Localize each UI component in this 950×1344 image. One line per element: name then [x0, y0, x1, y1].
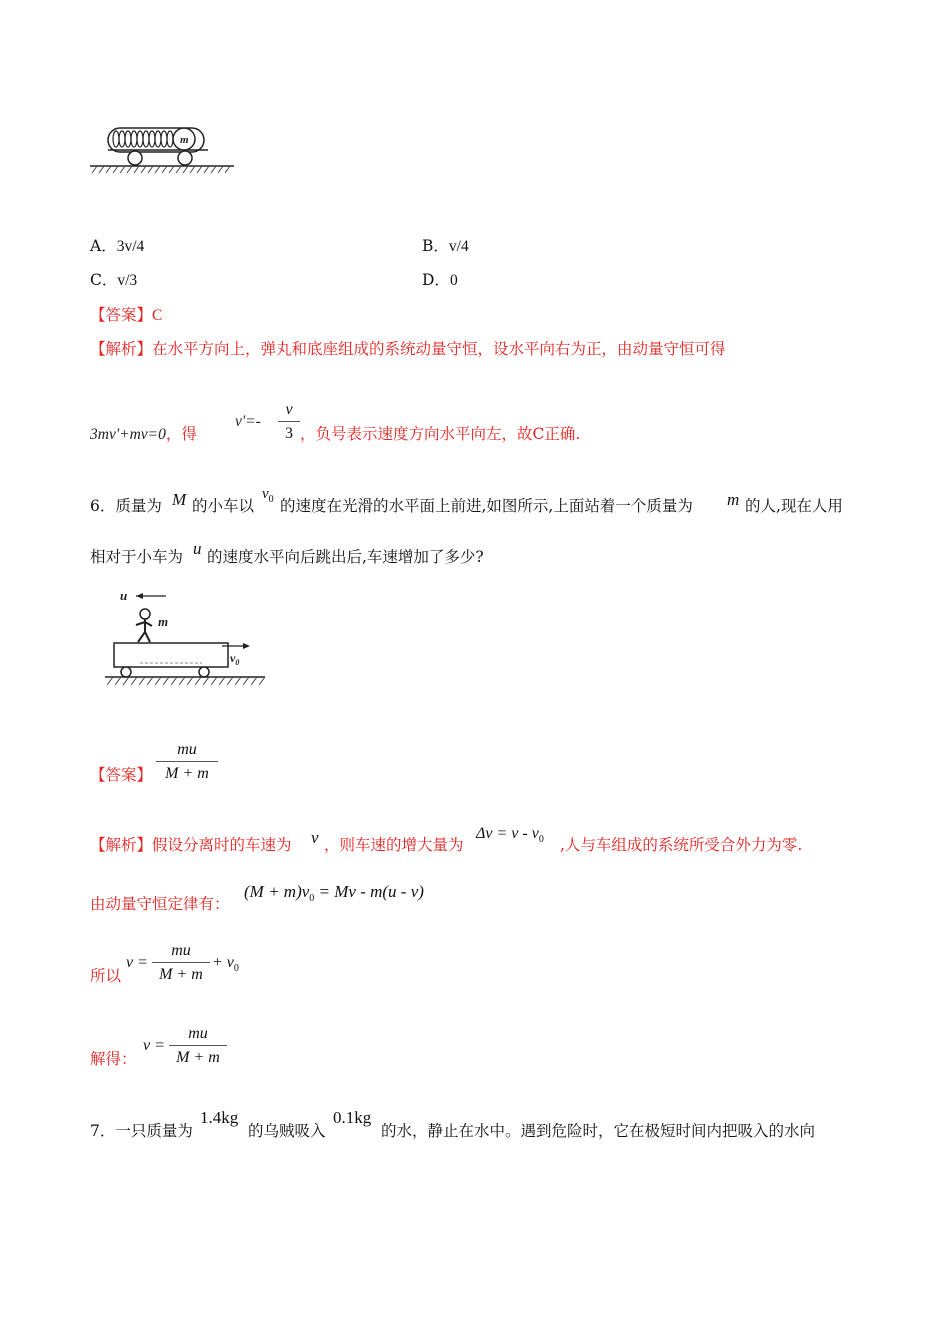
cart-wheel-left: [121, 667, 131, 677]
q6-line2-a: 相对于小车为: [90, 548, 184, 566]
q5-answer-value: C: [152, 307, 163, 324]
q6-therefore-tail-main: + v: [212, 954, 234, 971]
q6-momentum-eq-sub: 0: [309, 893, 315, 904]
person-head: [140, 609, 150, 619]
option-a: [90, 236, 144, 257]
q6-sym-u: u: [193, 539, 202, 558]
q6-solve-fraction: [169, 1025, 227, 1067]
ball-mass-label: m: [180, 134, 189, 146]
option-d: [422, 270, 458, 291]
q6-analysis-delta-sub: 0: [538, 834, 544, 845]
q6-momentum-eq-a: (M + m)v: [244, 882, 310, 901]
q7-mass1: 1.4kg: [200, 1108, 239, 1127]
wheel-right: [178, 151, 192, 165]
q6-line1-a: 6．质量为: [90, 497, 162, 515]
q6-line2-b: 的速度水平向后跳出后,车速增加了多少?: [207, 548, 484, 566]
q6-answer-num: mu: [156, 741, 218, 762]
q6-solve-label: 解得：: [90, 1050, 137, 1068]
q6-therefore-den: M + m: [159, 966, 203, 983]
cart-wheel-right: [199, 667, 209, 677]
person-body: [136, 619, 152, 642]
q6-analysis-tag: 【解析】: [90, 836, 153, 854]
option-c-letter: C．: [90, 271, 118, 289]
q6-analysis-delta: [476, 825, 544, 843]
velocity-v0-label: [230, 651, 239, 667]
q6-momentum-label: 由动量守恒定律有：: [90, 895, 230, 913]
q6-line1-c: 的速度在光滑的水平面上前进,如图所示,上面站着一个质量为: [280, 497, 693, 515]
q6-sym-v0-main: v: [262, 486, 269, 502]
q5-answer: [90, 305, 162, 326]
q6-analysis-delta-main: Δv = v - v: [476, 825, 539, 842]
option-b-letter: B．: [422, 237, 449, 255]
q6-analysis-b: ，则车速的增大量为: [324, 836, 464, 854]
q6-answer-tag: 【答案】: [90, 766, 153, 784]
q6-momentum-eq-b: = Mv - m(u - v): [314, 882, 424, 901]
q5-eq-lhs: 3mv'+mv=0: [90, 426, 166, 443]
q5-analysis-tag: 【解析】: [90, 340, 153, 358]
person-cart-figure: [102, 586, 268, 692]
q5-eq-v-prime: v'=-: [235, 413, 261, 430]
option-d-letter: D．: [422, 271, 450, 289]
option-b-text: v/4: [448, 238, 469, 255]
option-a-text: 3v/4: [116, 238, 145, 255]
option-c: [90, 270, 137, 291]
option-a-letter: A．: [90, 237, 117, 255]
q6-answer-fraction: [156, 741, 218, 783]
q7-mass2: 0.1kg: [333, 1108, 372, 1127]
q5-eq-frac-den: 3: [285, 425, 293, 442]
q6-sym-v0: [262, 486, 274, 503]
wheel-left: [128, 151, 142, 165]
q6-sym-m: m: [727, 490, 740, 509]
q6-solve-den: M + m: [176, 1049, 220, 1066]
q6-therefore-tail: [212, 954, 239, 972]
q6-therefore-lhs: v =: [126, 954, 148, 971]
velocity-v0-sub: 0: [235, 658, 240, 667]
velocity-u-label: u: [120, 588, 128, 603]
q7-text-c: 的水，静止在水中。遇到危险时，它在极短时间内把吸入的水向: [381, 1122, 816, 1140]
option-b: [422, 236, 469, 257]
arrow-right-icon: [243, 643, 250, 649]
spring-cart-figure: [88, 120, 238, 180]
q6-therefore-fraction: [152, 942, 210, 984]
spring-cart-diagram: [88, 120, 238, 180]
q6-line1-b: 的小车以: [192, 497, 255, 515]
person-mass-label: m: [158, 614, 169, 629]
person-cart-diagram: [102, 586, 268, 692]
q6-solve-num: mu: [169, 1025, 227, 1046]
q6-momentum-eq: [244, 882, 424, 902]
q6-line1-d: 的人,现在人用: [745, 497, 843, 515]
option-d-text: 0: [449, 272, 458, 289]
q5-answer-tag: 【答案】: [90, 306, 153, 324]
q6-sym-v0-sub: 0: [268, 494, 274, 505]
q5-analysis-text: 在水平方向上，弹丸和底座组成的系统动量守恒，设水平向右为正，由动量守恒可得: [152, 340, 726, 358]
q7-text-b: 的乌贼吸入: [248, 1122, 326, 1140]
arrow-left-icon: [136, 593, 143, 599]
q5-eq-fraction: [278, 401, 300, 443]
velocity-v0-main: v: [230, 651, 236, 665]
q6-analysis-v: v: [311, 828, 319, 847]
q6-sym-M: M: [172, 490, 187, 509]
q6-analysis-c: ,人与车组成的系统所受合外力为零.: [560, 836, 803, 854]
q5-eq-de: ，得: [165, 425, 197, 443]
q6-therefore-num: mu: [152, 942, 210, 963]
q6-therefore-label: 所以: [90, 967, 122, 985]
q6-question-line1: [90, 496, 162, 516]
q5-eq-tail: ，负号表示速度方向水平向左，故C正确.: [300, 425, 581, 443]
q5-analysis: [90, 339, 726, 359]
option-c-text: v/3: [117, 272, 138, 289]
q6-analysis: [90, 835, 292, 855]
q6-solve-lhs: v =: [143, 1037, 165, 1054]
q6-therefore-tail-sub: 0: [233, 963, 239, 974]
q5-eq-frac-num: v: [278, 401, 300, 422]
q6-analysis-a: 假设分离时的车速为: [152, 836, 292, 854]
q7-text-a: 7．一只质量为: [90, 1122, 193, 1140]
q5-equation-line: [90, 424, 197, 445]
q6-answer-den: M + m: [165, 765, 209, 782]
